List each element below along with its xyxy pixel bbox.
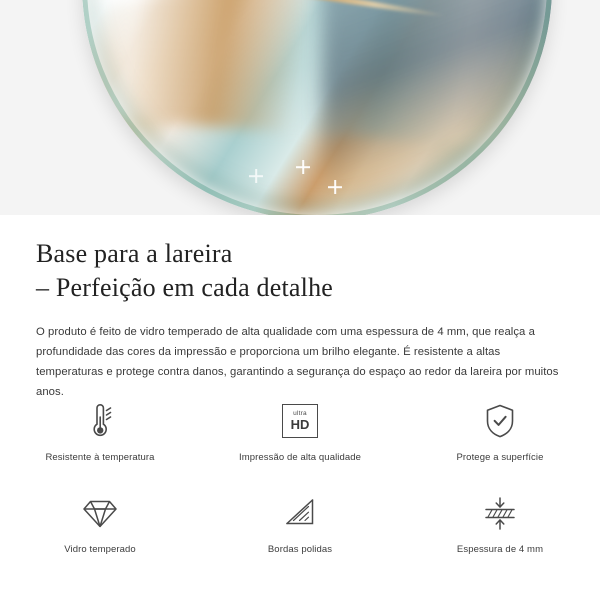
headline-line-2: – Perfeição em cada detalhe: [36, 273, 334, 303]
badge-bottom-text: HD: [290, 417, 310, 433]
shield-check-icon: [482, 398, 518, 444]
feature-item-surface-protection: [400, 398, 600, 478]
headline-line-1: Base para a lareira: [36, 239, 233, 268]
feature-grid: [0, 398, 600, 570]
feature-label: Bordas polidas: [267, 544, 333, 555]
feature-label: Espessura de 4 mm: [456, 544, 544, 555]
ultra-hd-badge-icon: [282, 398, 318, 444]
text-content: [0, 215, 600, 402]
page-title: [36, 237, 564, 306]
feature-item-thickness: [400, 490, 600, 570]
thermometer-icon: [83, 398, 117, 444]
hero-image: [0, 0, 600, 215]
description-paragraph: O produto é feito de vidro temperado de alta qualidade com uma espessura de 4 mm, que realça a profundidade das cores da impressão e proporciona um brilho elegante. É resistente a altas temperaturas e protege contra danos, garantindo a segurança do espaço ao redor da lareira por muitos anos.: [36, 325, 559, 398]
feature-item-print-quality: [200, 398, 400, 478]
thickness-arrows-icon: [479, 490, 521, 536]
feature-label: Protege a superfície: [456, 452, 544, 463]
feature-label: Impressão de alta qualidade: [238, 452, 362, 463]
badge-top-text: ultra: [293, 409, 307, 417]
diamond-icon: [80, 490, 120, 536]
feature-item-temperature: [0, 398, 200, 478]
polished-edges-icon: [281, 490, 319, 536]
feature-label: Vidro temperado: [64, 544, 136, 555]
feature-label: Resistente à temperatura: [45, 452, 155, 463]
feature-item-tempered-glass: [0, 490, 200, 570]
feature-item-polished-edges: [200, 490, 400, 570]
